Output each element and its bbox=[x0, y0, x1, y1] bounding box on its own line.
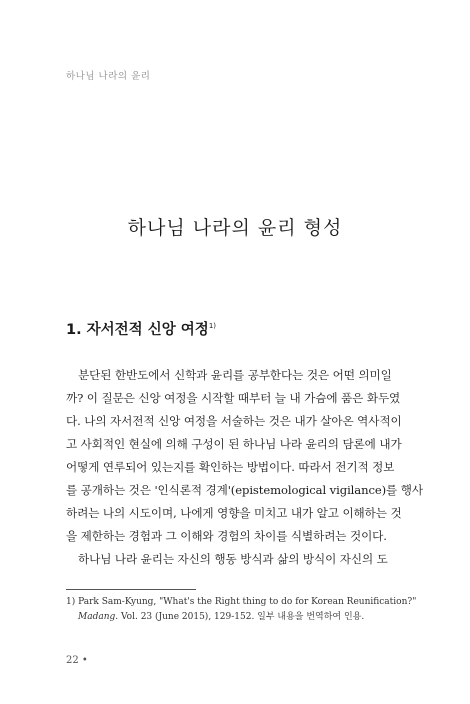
body-line: 까? 이 질문은 신앙 여정을 시작할 때부터 늘 내 가슴에 품은 화두였 bbox=[66, 391, 401, 405]
body-line: 하려는 나의 시도이며, 나에게 영향을 미치고 내가 알고 이해하는 것 bbox=[66, 506, 402, 520]
section-heading bbox=[66, 318, 216, 339]
running-head: 하나님 나라의 윤리 bbox=[66, 71, 151, 82]
footnote-divider bbox=[66, 589, 196, 590]
footnote-reference: 1) bbox=[208, 322, 216, 331]
footnote bbox=[66, 595, 416, 625]
body-line: 다. 나의 자서전적 신앙 여정을 서술하는 것은 내가 살아온 역사적이 bbox=[66, 414, 402, 428]
body-line: 을 제한하는 경험과 그 이해와 경험의 차이를 식별하려는 것이다. bbox=[66, 529, 387, 543]
body-text bbox=[66, 364, 423, 571]
chapter-title: 하나님 나라의 윤리 형성 bbox=[127, 216, 343, 239]
body-line: 하나님 나라 윤리는 자신의 행동 방식과 삶의 방식이 자신의 도 bbox=[78, 552, 388, 566]
footnote-line: Madang. Vol. 23 (June 2015), 129-152. 일부 내용을 번역하여 인용. bbox=[78, 612, 365, 622]
footnote-line: 1) Park Sam-Kyung, "What's the Right thing to do for Korean Reunification?" bbox=[66, 597, 417, 607]
body-line: 어떻게 연루되어 있는지를 확인하는 방법이다. 따라서 전기적 정보 bbox=[66, 460, 395, 474]
body-line: 분단된 한반도에서 신학과 윤리를 공부한다는 것은 어떤 의미일 bbox=[78, 368, 392, 382]
section-heading-text: 1. 자서전적 신앙 여정 bbox=[66, 322, 209, 338]
page-number: 22 • bbox=[66, 655, 88, 666]
body-line: 를 공개하는 것은 '인식론적 경계'(epistemological vigilance)를 행사 bbox=[66, 483, 423, 497]
body-line: 고 사회적인 현실에 의해 구성이 된 하나님 나라 윤리의 담론에 내가 bbox=[66, 437, 402, 451]
